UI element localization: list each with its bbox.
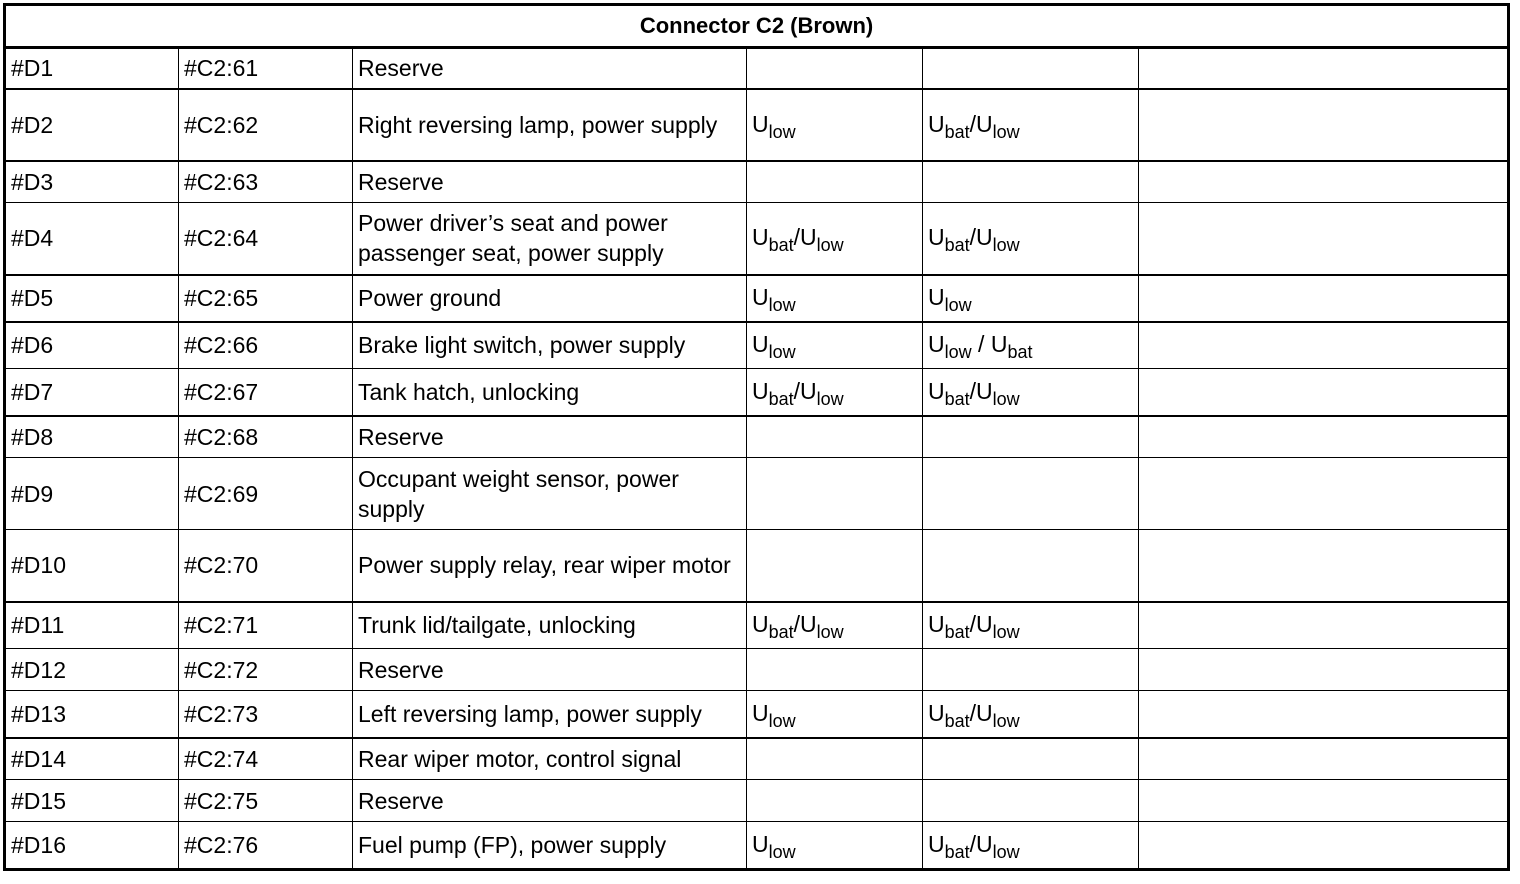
connector-pin-cell: #C2:64 xyxy=(179,203,353,275)
connector-pin-cell: #C2:65 xyxy=(179,275,353,322)
signal-cell-2 xyxy=(923,322,1139,369)
description-cell: Right reversing lamp, power supply xyxy=(353,89,747,161)
signal-cell-2 xyxy=(923,458,1139,530)
signal-cell-1 xyxy=(747,369,923,416)
separator: / xyxy=(969,224,977,251)
empty-cell xyxy=(1139,602,1508,649)
description-cell: Tank hatch, unlocking xyxy=(353,369,747,416)
pin-cell: #D6 xyxy=(6,322,179,369)
signal-cell-2 xyxy=(923,89,1139,161)
description-cell: Reserve xyxy=(353,161,747,203)
voltage-subscript: low xyxy=(816,388,844,409)
signal-cell-1 xyxy=(747,89,923,161)
pin-cell: #D16 xyxy=(6,822,179,869)
description-cell: Reserve xyxy=(353,416,747,458)
connector-pin-cell: #C2:76 xyxy=(179,822,353,869)
signal-cell-2 xyxy=(923,275,1139,322)
separator: / xyxy=(969,611,977,638)
voltage-symbol: U xyxy=(928,224,945,251)
pin-cell: #D11 xyxy=(6,602,179,649)
description-cell: Power ground xyxy=(353,275,747,322)
voltage-symbol: U xyxy=(976,377,993,404)
table-title: Connector C2 (Brown) xyxy=(6,6,1508,48)
voltage-symbol: U xyxy=(752,284,769,310)
signal-cell-1 xyxy=(747,48,923,89)
voltage-symbol: U xyxy=(800,224,817,251)
voltage-symbol: U xyxy=(800,611,817,638)
empty-cell xyxy=(1139,738,1508,780)
empty-cell xyxy=(1139,275,1508,322)
separator: / xyxy=(969,831,977,857)
description-cell: Rear wiper motor, control signal xyxy=(353,738,747,780)
table-body xyxy=(6,48,1508,869)
table-row xyxy=(6,322,1508,369)
table-header-row xyxy=(6,6,1508,48)
connector-pin-cell: #C2:75 xyxy=(179,780,353,822)
separator: / xyxy=(971,331,991,358)
description-cell: Reserve xyxy=(353,649,747,691)
table-row xyxy=(6,416,1508,458)
voltage-symbol: U xyxy=(752,224,769,251)
signal-cell-2 xyxy=(923,602,1139,649)
connector-pin-cell: #C2:73 xyxy=(179,691,353,738)
voltage-symbol: U xyxy=(752,110,769,137)
table-row xyxy=(6,602,1508,649)
voltage-symbol: U xyxy=(752,331,769,358)
separator: / xyxy=(793,377,801,404)
pin-cell: #D3 xyxy=(6,161,179,203)
description-cell: Left reversing lamp, power supply xyxy=(353,691,747,738)
description-cell: Power driver’s seat and power passenger seat, power supply xyxy=(353,203,747,275)
signal-cell-1 xyxy=(747,203,923,275)
description-cell: Reserve xyxy=(353,48,747,89)
voltage-symbol: U xyxy=(752,831,769,857)
empty-cell xyxy=(1139,649,1508,691)
table-row xyxy=(6,203,1508,275)
description-cell: Reserve xyxy=(353,780,747,822)
empty-cell xyxy=(1139,322,1508,369)
voltage-subscript: low xyxy=(944,295,972,315)
empty-cell xyxy=(1139,369,1508,416)
voltage-subscript: bat xyxy=(768,235,794,256)
empty-cell xyxy=(1139,161,1508,203)
voltage-subscript: low xyxy=(992,710,1020,731)
table-row xyxy=(6,738,1508,780)
signal-cell-1 xyxy=(747,530,923,602)
connector-pin-cell: #C2:72 xyxy=(179,649,353,691)
empty-cell xyxy=(1139,780,1508,822)
voltage-subscript: low xyxy=(992,388,1020,409)
description-cell: Power supply relay, rear wiper motor xyxy=(353,530,747,602)
signal-cell-1 xyxy=(747,691,923,738)
empty-cell xyxy=(1139,48,1508,89)
connector-pin-cell: #C2:68 xyxy=(179,416,353,458)
connector-pin-cell: #C2:74 xyxy=(179,738,353,780)
signal-cell-2 xyxy=(923,203,1139,275)
voltage-symbol: U xyxy=(990,331,1008,358)
table-row xyxy=(6,691,1508,738)
connector-pin-cell: #C2:66 xyxy=(179,322,353,369)
signal-cell-2 xyxy=(923,530,1139,602)
pin-cell: #D4 xyxy=(6,203,179,275)
separator: / xyxy=(969,377,977,404)
voltage-symbol: U xyxy=(928,331,945,358)
voltage-subscript: low xyxy=(992,235,1020,256)
table-row xyxy=(6,649,1508,691)
signal-cell-2 xyxy=(923,738,1139,780)
pin-cell: #D7 xyxy=(6,369,179,416)
signal-cell-1 xyxy=(747,322,923,369)
connector-pin-cell: #C2:62 xyxy=(179,89,353,161)
table-row xyxy=(6,275,1508,322)
pin-cell: #D2 xyxy=(6,89,179,161)
voltage-symbol: U xyxy=(928,284,945,310)
signal-cell-1 xyxy=(747,738,923,780)
voltage-subscript: low xyxy=(992,121,1020,142)
description-cell: Brake light switch, power supply xyxy=(353,322,747,369)
voltage-symbol: U xyxy=(976,831,993,857)
separator: / xyxy=(793,224,801,251)
pin-cell: #D15 xyxy=(6,780,179,822)
voltage-symbol: U xyxy=(976,611,993,638)
voltage-subscript: low xyxy=(816,622,844,643)
description-cell: Fuel pump (FP), power supply xyxy=(353,822,747,869)
voltage-symbol: U xyxy=(976,224,993,251)
voltage-symbol: U xyxy=(976,110,993,137)
pin-cell: #D8 xyxy=(6,416,179,458)
voltage-symbol: U xyxy=(752,611,769,638)
signal-cell-2 xyxy=(923,369,1139,416)
voltage-subscript: bat xyxy=(944,842,970,862)
pin-cell: #D9 xyxy=(6,458,179,530)
separator: / xyxy=(969,110,977,137)
connector-pin-cell: #C2:61 xyxy=(179,48,353,89)
connector-table-wrapper xyxy=(5,5,1508,869)
table-row xyxy=(6,48,1508,89)
voltage-subscript: bat xyxy=(944,388,970,409)
voltage-symbol: U xyxy=(800,377,817,404)
table-row xyxy=(6,530,1508,602)
voltage-symbol: U xyxy=(752,699,769,726)
connector-pin-cell: #C2:69 xyxy=(179,458,353,530)
voltage-subscript: bat xyxy=(1007,342,1033,363)
connector-pin-cell: #C2:71 xyxy=(179,602,353,649)
table-row xyxy=(6,89,1508,161)
voltage-subscript: low xyxy=(768,295,796,315)
voltage-symbol: U xyxy=(928,611,945,638)
signal-cell-1 xyxy=(747,602,923,649)
signal-cell-1 xyxy=(747,275,923,322)
description-cell: Trunk lid/tailgate, unlocking xyxy=(353,602,747,649)
voltage-symbol: U xyxy=(928,377,945,404)
signal-cell-2 xyxy=(923,822,1139,869)
signal-cell-2 xyxy=(923,161,1139,203)
connector-pin-cell: #C2:70 xyxy=(179,530,353,602)
separator: / xyxy=(793,611,801,638)
table-row xyxy=(6,822,1508,869)
pin-cell: #D5 xyxy=(6,275,179,322)
voltage-symbol: U xyxy=(752,377,769,404)
connector-table xyxy=(5,5,1508,869)
signal-cell-1 xyxy=(747,161,923,203)
signal-cell-1 xyxy=(747,780,923,822)
empty-cell xyxy=(1139,822,1508,869)
signal-cell-2 xyxy=(923,691,1139,738)
pin-cell: #D13 xyxy=(6,691,179,738)
voltage-symbol: U xyxy=(976,699,993,726)
signal-cell-2 xyxy=(923,48,1139,89)
voltage-subscript: low xyxy=(768,842,796,862)
voltage-symbol: U xyxy=(928,699,945,726)
pin-cell: #D12 xyxy=(6,649,179,691)
empty-cell xyxy=(1139,691,1508,738)
signal-cell-2 xyxy=(923,780,1139,822)
pin-cell: #D10 xyxy=(6,530,179,602)
connector-pin-cell: #C2:63 xyxy=(179,161,353,203)
voltage-symbol: U xyxy=(928,831,945,857)
voltage-subscript: low xyxy=(944,342,972,363)
voltage-subscript: low xyxy=(768,121,796,142)
voltage-subscript: bat xyxy=(944,121,970,142)
connector-pin-cell: #C2:67 xyxy=(179,369,353,416)
pin-cell: #D14 xyxy=(6,738,179,780)
signal-cell-1 xyxy=(747,458,923,530)
voltage-subscript: low xyxy=(992,622,1020,643)
voltage-subscript: low xyxy=(992,842,1020,862)
signal-cell-1 xyxy=(747,416,923,458)
voltage-subscript: bat xyxy=(768,622,794,643)
voltage-subscript: bat xyxy=(768,388,794,409)
signal-cell-1 xyxy=(747,649,923,691)
voltage-subscript: bat xyxy=(944,622,970,643)
empty-cell xyxy=(1139,203,1508,275)
voltage-subscript: low xyxy=(816,235,844,256)
table-row xyxy=(6,780,1508,822)
empty-cell xyxy=(1139,530,1508,602)
description-cell: Occupant weight sensor, power supply xyxy=(353,458,747,530)
pin-cell: #D1 xyxy=(6,48,179,89)
voltage-subscript: low xyxy=(768,710,796,731)
signal-cell-2 xyxy=(923,416,1139,458)
table-row xyxy=(6,161,1508,203)
table-row xyxy=(6,458,1508,530)
voltage-subscript: low xyxy=(768,342,796,363)
separator: / xyxy=(969,699,977,726)
empty-cell xyxy=(1139,89,1508,161)
voltage-subscript: bat xyxy=(944,235,970,256)
empty-cell xyxy=(1139,458,1508,530)
table-row xyxy=(6,369,1508,416)
empty-cell xyxy=(1139,416,1508,458)
signal-cell-2 xyxy=(923,649,1139,691)
voltage-symbol: U xyxy=(928,110,945,137)
voltage-subscript: bat xyxy=(944,710,970,731)
signal-cell-1 xyxy=(747,822,923,869)
